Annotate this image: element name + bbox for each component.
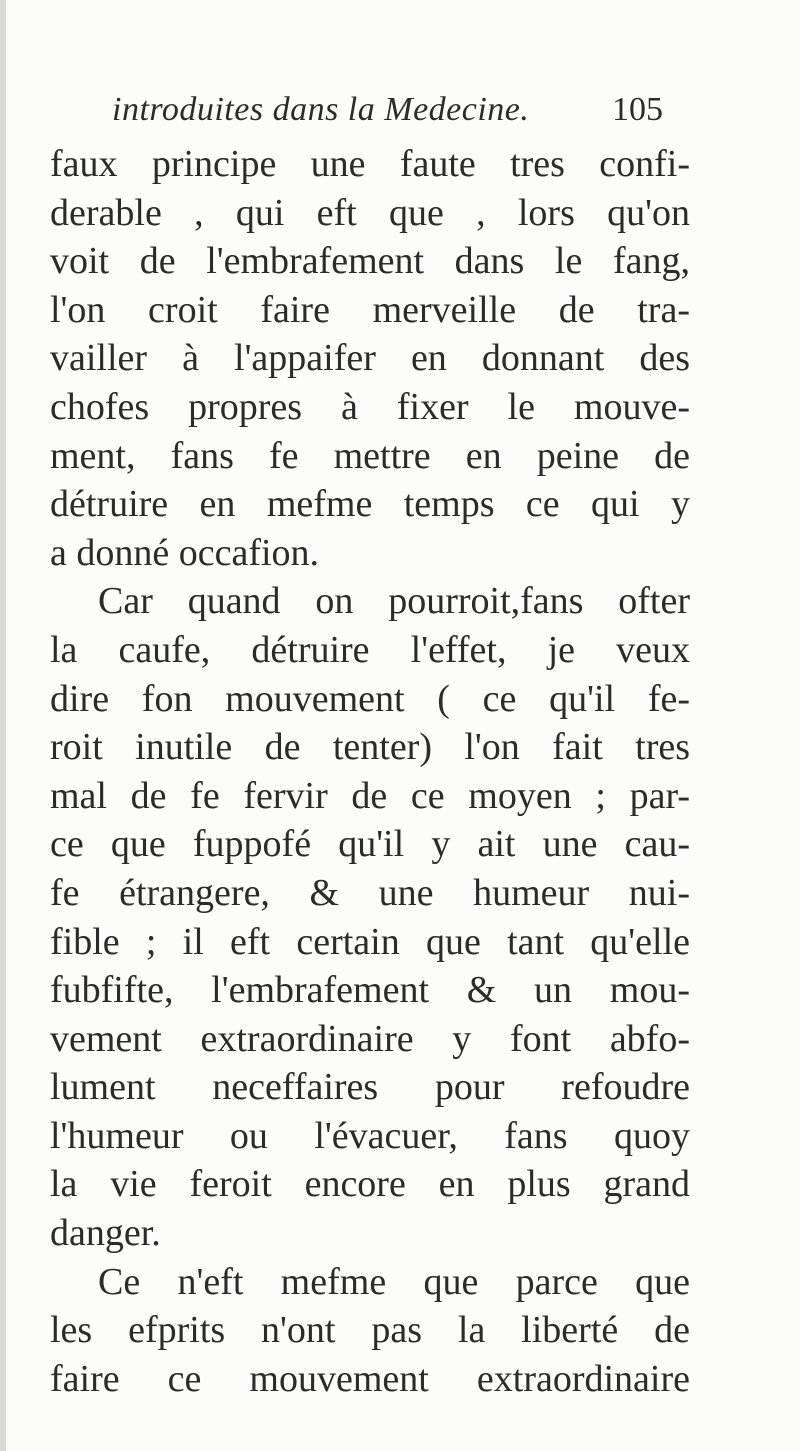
- text-line: ce que fuppofé qu'il y ait une cau-: [50, 823, 690, 866]
- page-number: 105: [612, 91, 663, 128]
- text-line: dire fon mouvement ( ce qu'il fe-: [50, 677, 690, 720]
- running-title: introduites dans la Medecine.: [112, 91, 530, 128]
- text-line: ment, fans fe mettre en peine de: [50, 434, 690, 477]
- text-line: fe étrangere, & une humeur nui-: [50, 871, 690, 914]
- text-line: fubfifte, l'embrafement & un mou-: [50, 969, 690, 1012]
- text-line: voit de l'embrafement dans le fang,: [50, 240, 690, 283]
- text-line: les efprits n'ont pas la liberté de: [50, 1309, 690, 1352]
- text-line: la caufe, détruire l'effet, je veux: [50, 628, 690, 671]
- text-line: derable , qui eft que , lors qu'on: [50, 191, 690, 234]
- text-line: vement extraordinaire y font abfo-: [50, 1017, 690, 1060]
- text-line: Car quand on pourroit,fans ofter: [98, 580, 690, 623]
- text-line: lument neceffaires pour refoudre: [50, 1066, 690, 1109]
- text-line: vailler à l'appaifer en donnant des: [50, 337, 690, 380]
- text-line: détruire en mefme temps ce qui y: [50, 483, 690, 526]
- text-line: faire ce mouvement extraordinaire: [50, 1357, 690, 1400]
- text-line: l'humeur ou l'évacuer, fans quoy: [50, 1114, 690, 1157]
- text-line: Ce n'eft mefme que parce que: [98, 1260, 690, 1303]
- text-line: danger.: [50, 1212, 161, 1255]
- text-line: faux principe une faute tres confi-: [50, 143, 690, 185]
- text-line: roit inutile de tenter) l'on fait tres: [50, 726, 690, 769]
- text-line: a donné occafion.: [50, 531, 320, 574]
- text-line: la vie feroit encore en plus grand: [50, 1163, 690, 1206]
- page-edge: [0, 0, 6, 1451]
- text-line: l'on croit faire merveille de tra-: [50, 288, 690, 331]
- text-line: chofes propres à fixer le mouve-: [50, 385, 690, 428]
- text-line: fible ; il eft certain que tant qu'elle: [50, 920, 690, 963]
- text-line: mal de fe fervir de ce moyen ; par-: [50, 774, 690, 817]
- body-text: [50, 140, 690, 1403]
